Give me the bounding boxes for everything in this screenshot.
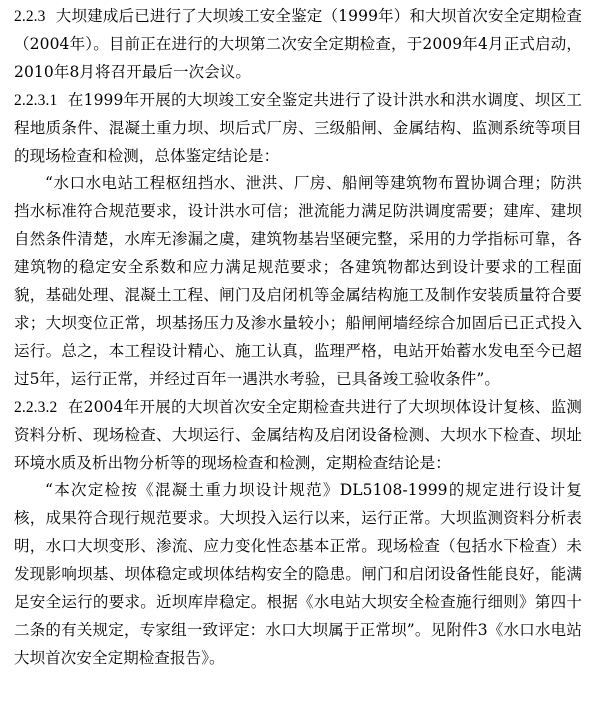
completion-appraisal-quote [14, 170, 582, 393]
periodic-inspection-quote [14, 477, 582, 672]
quote-text: “本次定检按《混凝土重力坝设计规范》DL5108-1999的规定进行设计复核，成果符合现行规范要求。大坝投入运行以来，运行正常。大坝监测资料分析表明，水口大坝变形、渗流、应力变化性态基本正常。现场检查（包括水下检查）未发现影响坝基、坝体稳定或坝体结构安全的隐患。闸门和启闭设备性能良好，能满足安全运行的要求。近坝库岸稳定。根据《水电站大坝安全检查施行细则》第四十二条的有关规定，专家组一致评定：水口大坝属于正常坝”。见附件3《水口水电站大坝首次安全定期检查报告》。 [14, 481, 582, 667]
paragraph-text: 在1999年开展的大坝竣工安全鉴定共进行了设计洪水和洪水调度、坝区工程地质条件、混凝土重力坝、坝后式厂房、三级船闸、金属结构、监测系统等项目的现场检查和检测，总体鉴定结论是： [14, 90, 582, 165]
section-2-2-3-paragraph [14, 3, 582, 87]
section-number: 2.2.3.2 [14, 398, 58, 416]
paragraph-text: 大坝建成后已进行了大坝竣工安全鉴定（1999年）和大坝首次安全定期检查（2004年）。目前正在进行的大坝第二次安全定期检查，于2009年4月正式启动，2010年8月将召开最后一次会议。 [14, 7, 583, 81]
section-2-2-3-2-paragraph [14, 394, 582, 478]
section-2-2-3-1-paragraph [14, 87, 582, 171]
quote-text: “水口水电站工程枢纽挡水、泄洪、厂房、船闸等建筑物布置协调合理；防洪挡水标准符合规范要求，设计洪水可信；泄流能力满足防洪调度需要；建库、建坝自然条件清楚，水库无渗漏之虞，建筑物基岩坚硬完整，采用的力学指标可靠，各建筑物的稳定安全系数和应力满足规范要求；各建筑物都达到设计要求的工程面貌，基础处理、混凝土工程、闸门及启闭机等金属结构施工及制作安装质量符合要求；大坝变位正常，坝基扬压力及渗水量较小；船闸闸墙经综合加固后已正式投入运行。总之，本工程设计精心、施工认真，监理严格，电站开始蓄水发电至今已超过5年，运行正常，并经过百年一遇洪水考验，已具备竣工验收条件”。 [14, 174, 582, 388]
paragraph-text: 在2004年开展的大坝首次安全定期检查共进行了大坝坝体设计复核、监测资料分析、现场检查、大坝运行、金属结构及启闭设备检测、大坝水下检查、坝址环境水质及析出物分析等的现场检查和检测，定期检查结论是： [14, 397, 582, 472]
section-number: 2.2.3.1 [14, 91, 58, 109]
section-number: 2.2.3 [14, 8, 46, 25]
